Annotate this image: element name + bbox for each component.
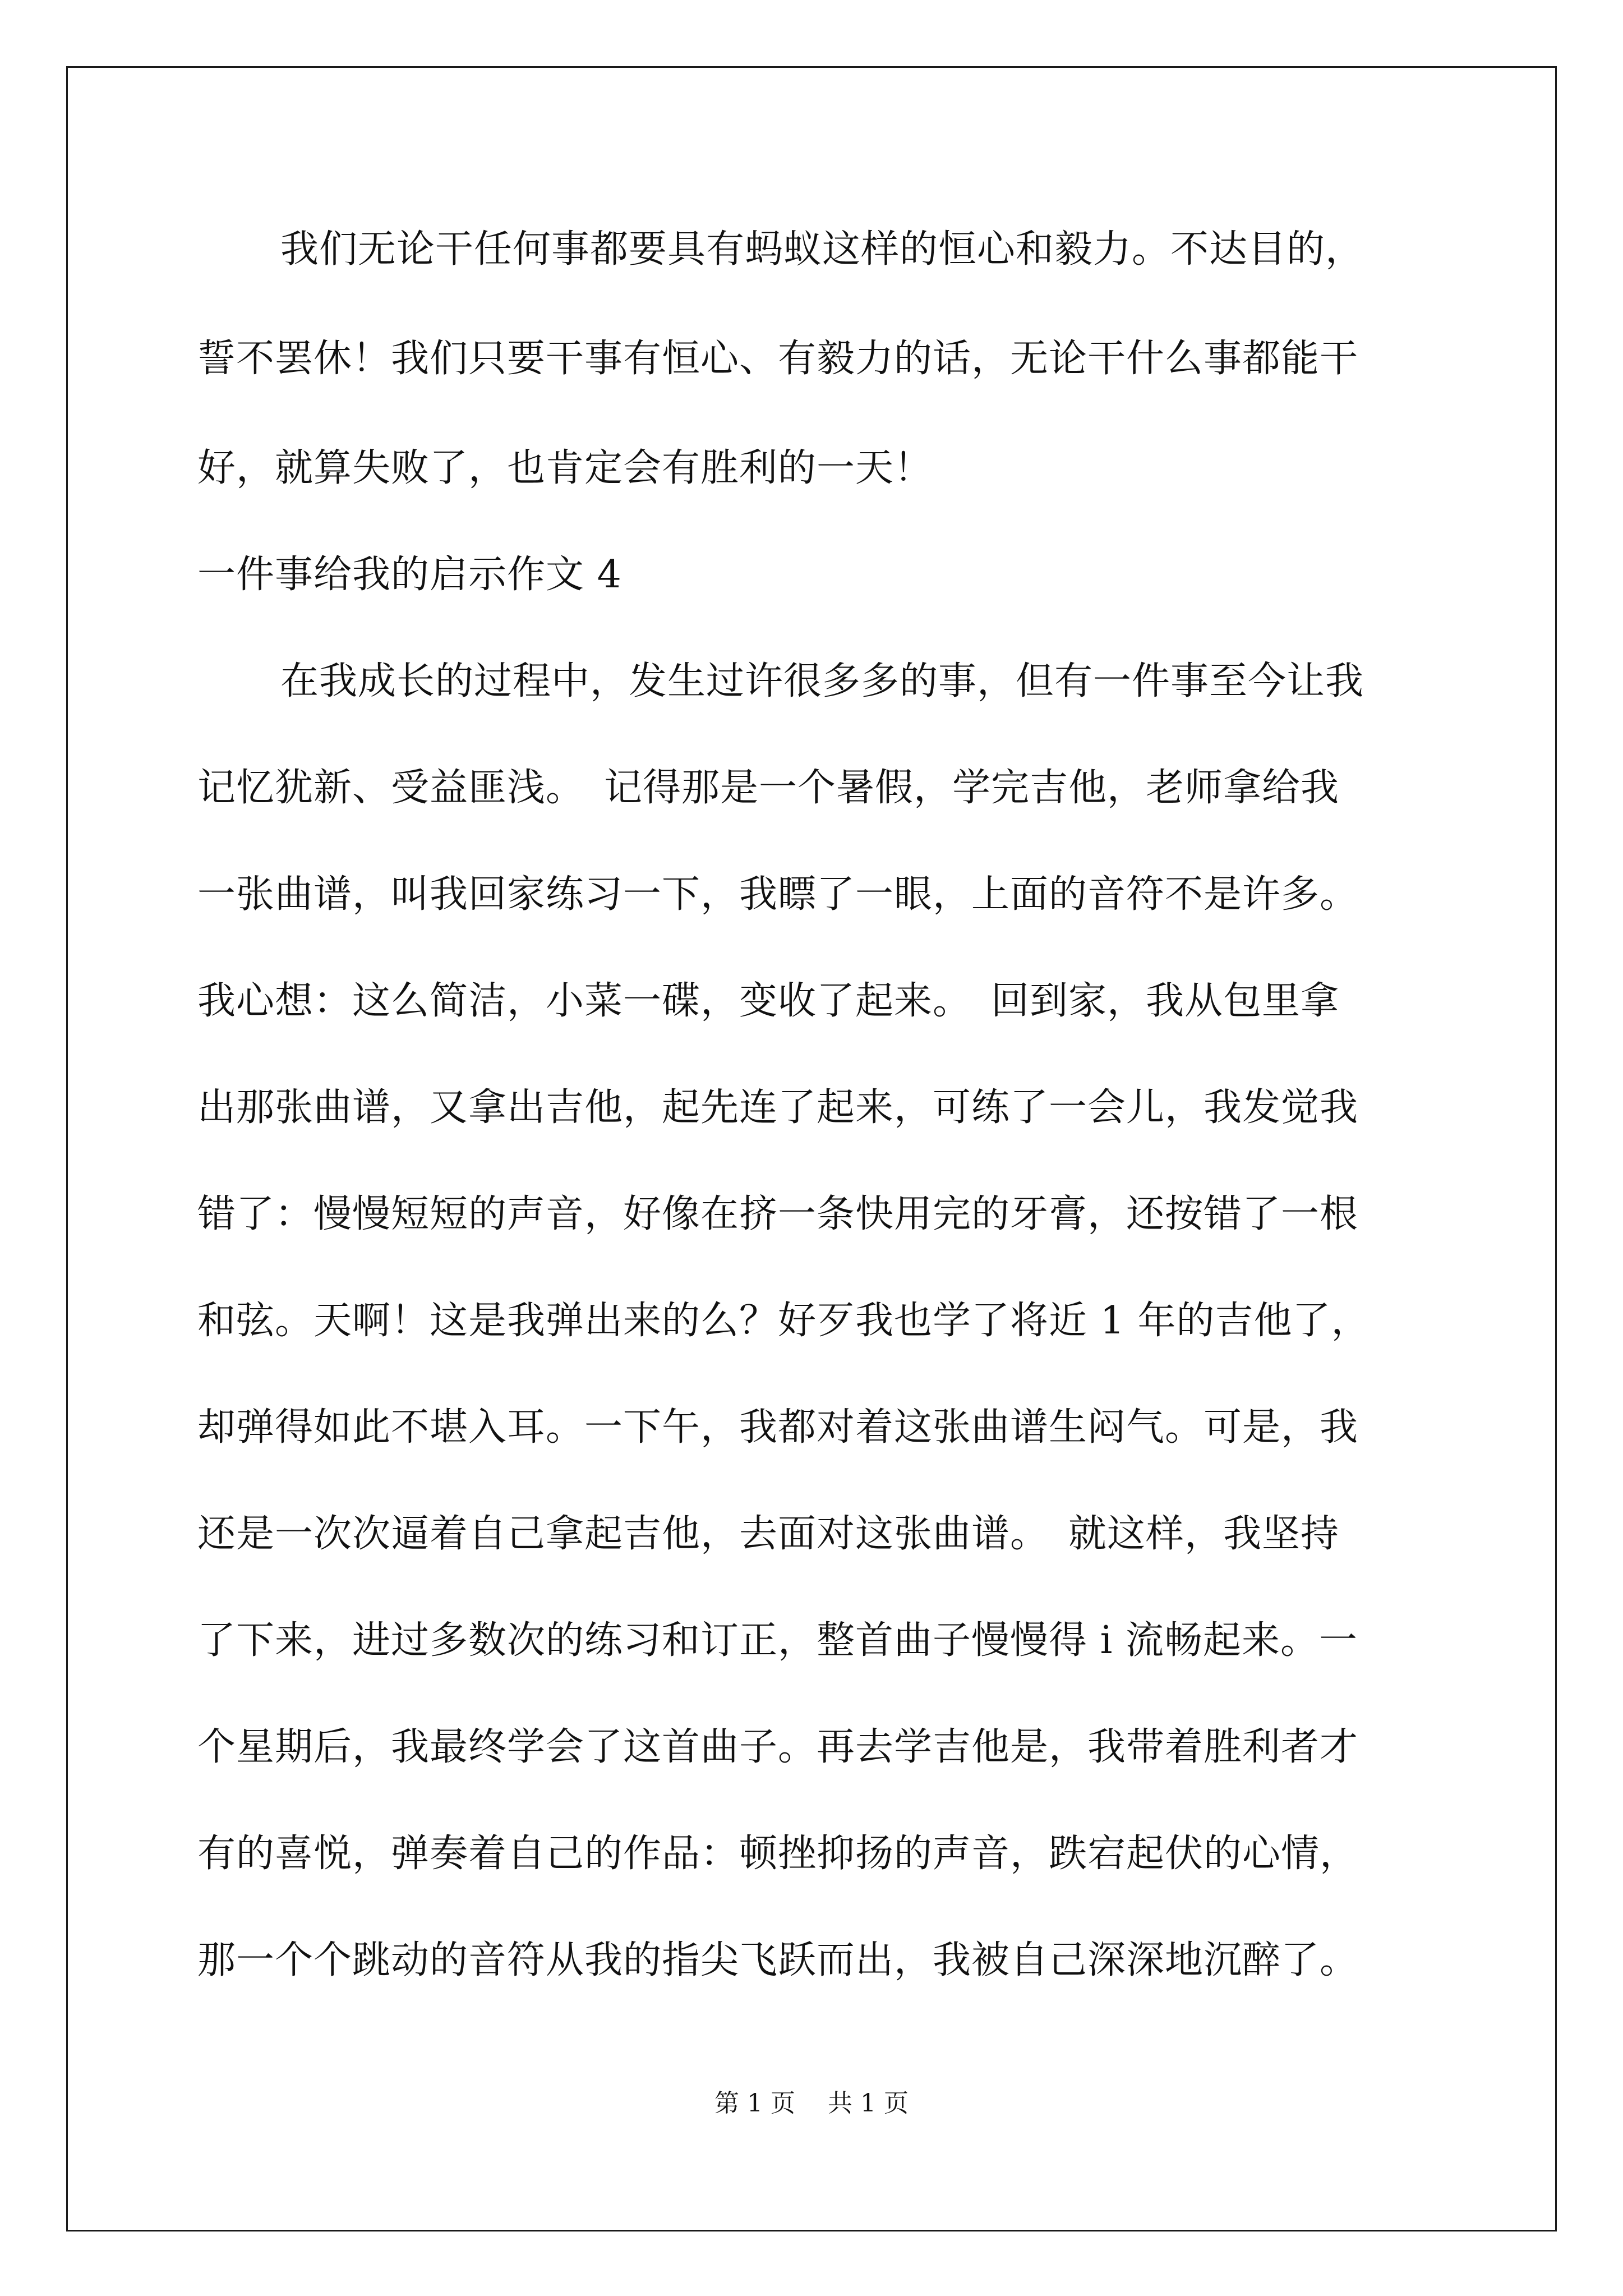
text-line: 却弹得如此不堪入耳。一下午，我都对着这张曲谱生闷气。可是，我 xyxy=(197,1405,1359,1450)
text-line: 记忆犹新、受益匪浅。 记得那是一个暑假，学完吉他，老师拿给我 xyxy=(197,766,1340,810)
text-line: 我们无论干任何事都要具有蚂蚁这样的恒心和毅力。不达目的， xyxy=(280,227,1364,272)
text-line: 我心想：这么简洁，小菜一碟，变收了起来。 回到家，我从包里拿 xyxy=(197,979,1340,1023)
text-line: 那一个个跳动的音符从我的指尖飞跃而出，我被自己深深地沉醉了。 xyxy=(197,1938,1359,1982)
page-border xyxy=(66,66,1557,2231)
section-heading: 一件事给我的启示作文 4 xyxy=(197,553,622,597)
text-line: 好，就算失败了，也肯定会有胜利的一天！ xyxy=(197,446,933,490)
text-line: 有的喜悦，弹奏着自己的作品：顿挫抑扬的声音，跌宕起伏的心情， xyxy=(197,1832,1359,1876)
text-line: 个星期后，我最终学会了这首曲子。再去学吉他是，我带着胜利者才 xyxy=(197,1725,1359,1769)
text-line: 错了：慢慢短短的声音，好像在挤一条快用完的牙膏，还按错了一根 xyxy=(197,1192,1359,1236)
text-line: 和弦。天啊！这是我弹出来的么？好歹我也学了将近 1 年的吉他了， xyxy=(197,1299,1370,1343)
text-line: 出那张曲谱，又拿出吉他，起先连了起来，可练了一会儿，我发觉我 xyxy=(197,1085,1359,1130)
text-line: 一张曲谱，叫我回家练习一下，我瞟了一眼，上面的音符不是许多。 xyxy=(197,872,1359,917)
page-footer: 第 1 页 共 1 页 xyxy=(714,2089,909,2118)
text-line: 誓不罢休！我们只要干事有恒心、有毅力的话，无论干什么事都能干 xyxy=(197,337,1359,381)
text-line: 了下来，进过多数次的练习和订正，整首曲子慢慢得 i 流畅起来。一 xyxy=(197,1618,1358,1663)
text-line: 在我成长的过程中，发生过许很多多的事，但有一件事至今让我 xyxy=(280,659,1364,703)
text-line: 还是一次次逼着自己拿起吉他，去面对这张曲谱。 就这样，我坚持 xyxy=(197,1512,1340,1556)
